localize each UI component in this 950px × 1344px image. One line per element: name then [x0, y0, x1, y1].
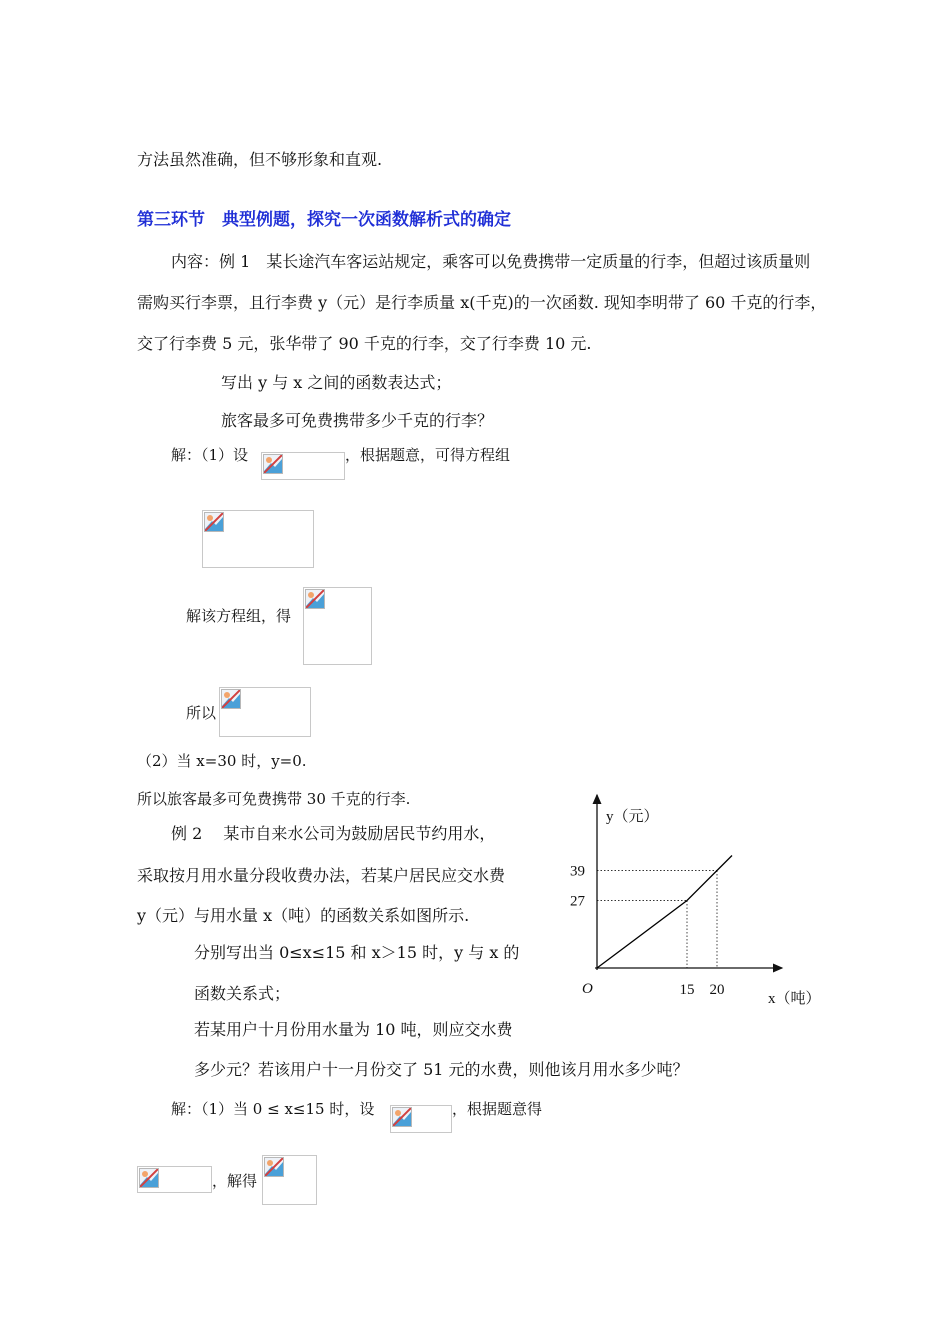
- formula-image: [261, 452, 345, 480]
- solution-step: ，根据题意得: [452, 1100, 543, 1118]
- solution-step: ，解得: [212, 1172, 258, 1190]
- broken-image-icon: [221, 689, 241, 709]
- origin-label: O: [582, 981, 593, 997]
- example-2-text: 例 2 某市自来水公司为鼓励居民节约用水，: [171, 824, 496, 843]
- question-1: 写出 y 与 x 之间的函数表达式；: [221, 373, 452, 392]
- example-1-text: 需购买行李票，且行李费 y（元）是行李质量 x(千克)的一次函数. 现知李明带了 60 千克的行李，: [137, 293, 827, 312]
- broken-image-icon: [392, 1107, 412, 1127]
- x-axis-label: x（吨）: [768, 991, 821, 1007]
- solution-step: 所以旅客最多可免费携带 30 千克的行李.: [137, 790, 411, 808]
- solution-step: ，根据题意，可得方程组: [345, 446, 511, 464]
- paragraph-line: 方法虽然准确，但不够形象和直观.: [137, 150, 383, 169]
- fee-line: [597, 856, 732, 969]
- broken-image-icon: [264, 1157, 284, 1177]
- question-2: 旅客最多可免费携带多少千克的行李？: [221, 411, 494, 430]
- example-1-text: 交了行李费 5 元，张华带了 90 千克的行李，交了行李费 10 元.: [137, 334, 592, 353]
- solution-step: 解：（1）设: [171, 446, 249, 464]
- broken-image-icon: [305, 589, 325, 609]
- question-2: 若某用户十月份用水量为 10 吨，则应交水费: [194, 1020, 513, 1039]
- solution-step: 所以: [186, 704, 217, 722]
- function-image: [219, 687, 311, 737]
- question-2: 多少元？若该用户十一月份交了 51 元的水费，则他该月用水多少吨？: [194, 1060, 689, 1079]
- solution-step: 解该方程组，得: [186, 607, 292, 625]
- question-1: 函数关系式；: [194, 984, 291, 1003]
- solution-image: [262, 1155, 317, 1205]
- broken-image-icon: [139, 1168, 159, 1188]
- broken-image-icon: [204, 512, 224, 532]
- y-axis-label: y（元）: [606, 809, 659, 825]
- y-tick-label: 39: [570, 863, 585, 880]
- broken-image-icon: [263, 454, 283, 474]
- solution-step: 解：（1）当 0 ≤ x≤15 时，设: [171, 1100, 375, 1118]
- example-2-text: 采取按月用水量分段收费办法，若某户居民应交水费: [137, 866, 506, 885]
- equation-system-image: [202, 510, 314, 568]
- equation-image: [137, 1166, 212, 1193]
- example-2-text: y（元）与用水量 x（吨）的函数关系如图所示.: [137, 906, 470, 925]
- x-tick-label: 15: [679, 982, 695, 998]
- question-1: 分别写出当 0≤x≤15 和 x＞15 时，y 与 x 的: [194, 943, 520, 962]
- y-tick-label: 27: [570, 893, 585, 910]
- formula-image: [390, 1105, 452, 1133]
- section-heading: 第三环节 典型例题，探究一次函数解析式的确定: [137, 210, 511, 230]
- example-1-text: 内容：例 1 某长途汽车客运站规定，乘客可以免费携带一定质量的行李，但超过该质量则: [171, 252, 811, 271]
- solution-image: [303, 587, 372, 665]
- water-fee-graph: [570, 785, 840, 1015]
- x-tick-label: 20: [709, 982, 725, 998]
- solution-step: （2）当 x=30 时，y=0.: [137, 752, 307, 770]
